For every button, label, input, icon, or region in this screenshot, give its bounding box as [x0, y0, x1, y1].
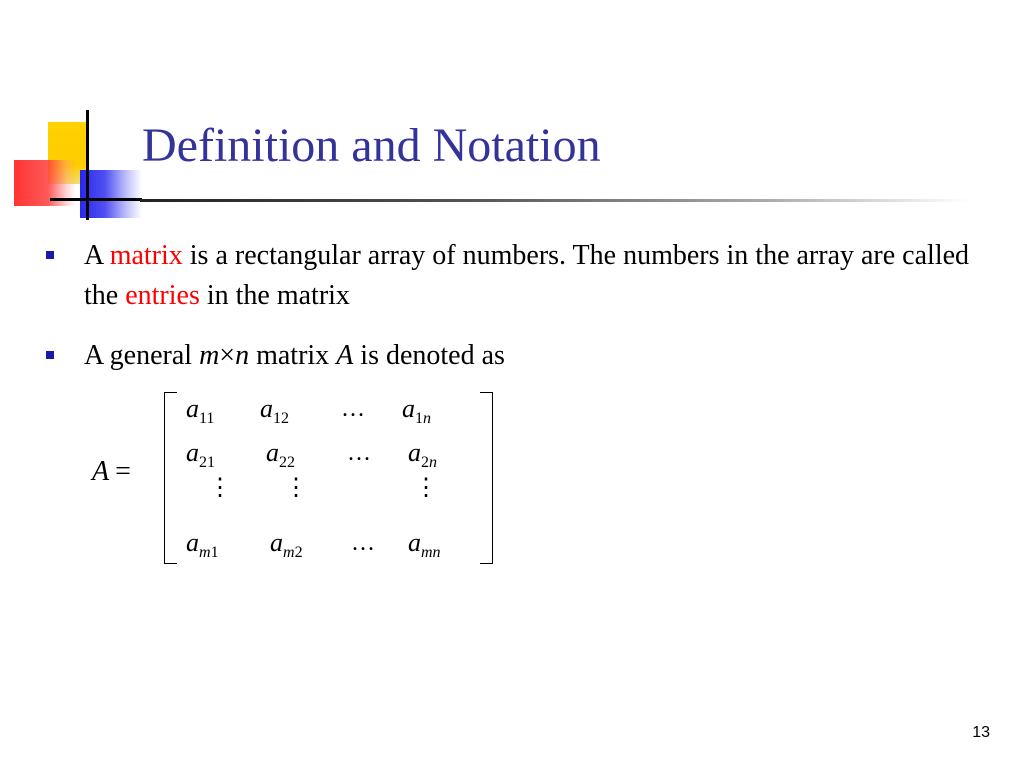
bullet-text-prefix: A	[84, 240, 110, 271]
symbol-n: n	[235, 340, 250, 371]
term-entries: entries	[125, 280, 200, 311]
matrix-ellipsis: ...	[348, 440, 372, 466]
matrix-ellipsis: ...	[342, 396, 366, 422]
matrix-entry-a22: $a_{22}$	[266, 438, 295, 471]
logo-blue-square	[80, 170, 142, 218]
title-underline-rule	[140, 199, 970, 202]
matrix-entry-a2n: $a_{2n}$	[408, 438, 437, 471]
equation-lhs	[92, 456, 131, 488]
bullet-text-suffix: is denoted as	[353, 340, 505, 371]
matrix-entry-a1n: $a_{1n}$	[402, 394, 431, 427]
bullet-item-matrix-definition	[46, 236, 976, 320]
bullet-text	[84, 236, 984, 316]
bullet-text-suffix: in the matrix	[199, 280, 350, 311]
bullet-square-icon	[46, 351, 54, 359]
symbol-m: m	[199, 340, 220, 371]
bullet-text	[84, 336, 984, 376]
logo-vertical-line	[86, 110, 89, 220]
matrix-entry-am1: $a_{m1}$	[186, 528, 219, 561]
matrix-equation	[90, 388, 510, 568]
matrix-left-bracket	[164, 392, 177, 564]
matrix-vdots: ⋮	[414, 475, 438, 501]
logo-horizontal-line	[50, 198, 142, 201]
matrix-entry-am2: $a_{m2}$	[270, 528, 303, 561]
matrix-entry-a21: $a_{21}$	[186, 438, 215, 471]
term-matrix: matrix	[109, 240, 183, 271]
symbol-A: A	[336, 340, 354, 371]
bullet-item-general-matrix	[46, 336, 976, 378]
matrix-entry-a12: $a_{12}$	[260, 394, 289, 427]
bullet-text-middle: is a rectangular array of numbers. The numbers in the array are called the	[84, 240, 970, 311]
matrix-entry-amn: $a_{mn}$	[408, 528, 441, 561]
equals-sign: =	[115, 456, 131, 487]
slide-title: Definition and Notation	[142, 119, 601, 172]
symbol-times: ×	[219, 340, 236, 371]
bullet-text-middle: matrix	[249, 340, 337, 371]
matrix-entry-a11: $a_{11}$	[186, 394, 215, 427]
matrix-vdots: ⋮	[208, 475, 232, 501]
page-number: 13	[972, 724, 990, 741]
matrix-ellipsis: ...	[352, 530, 376, 556]
equation-lhs-symbol: A	[92, 456, 110, 487]
matrix-vdots: ⋮	[284, 475, 308, 501]
bullet-square-icon	[46, 251, 54, 259]
matrix-right-bracket	[480, 392, 493, 564]
bullet-text-prefix: A general	[84, 340, 200, 371]
